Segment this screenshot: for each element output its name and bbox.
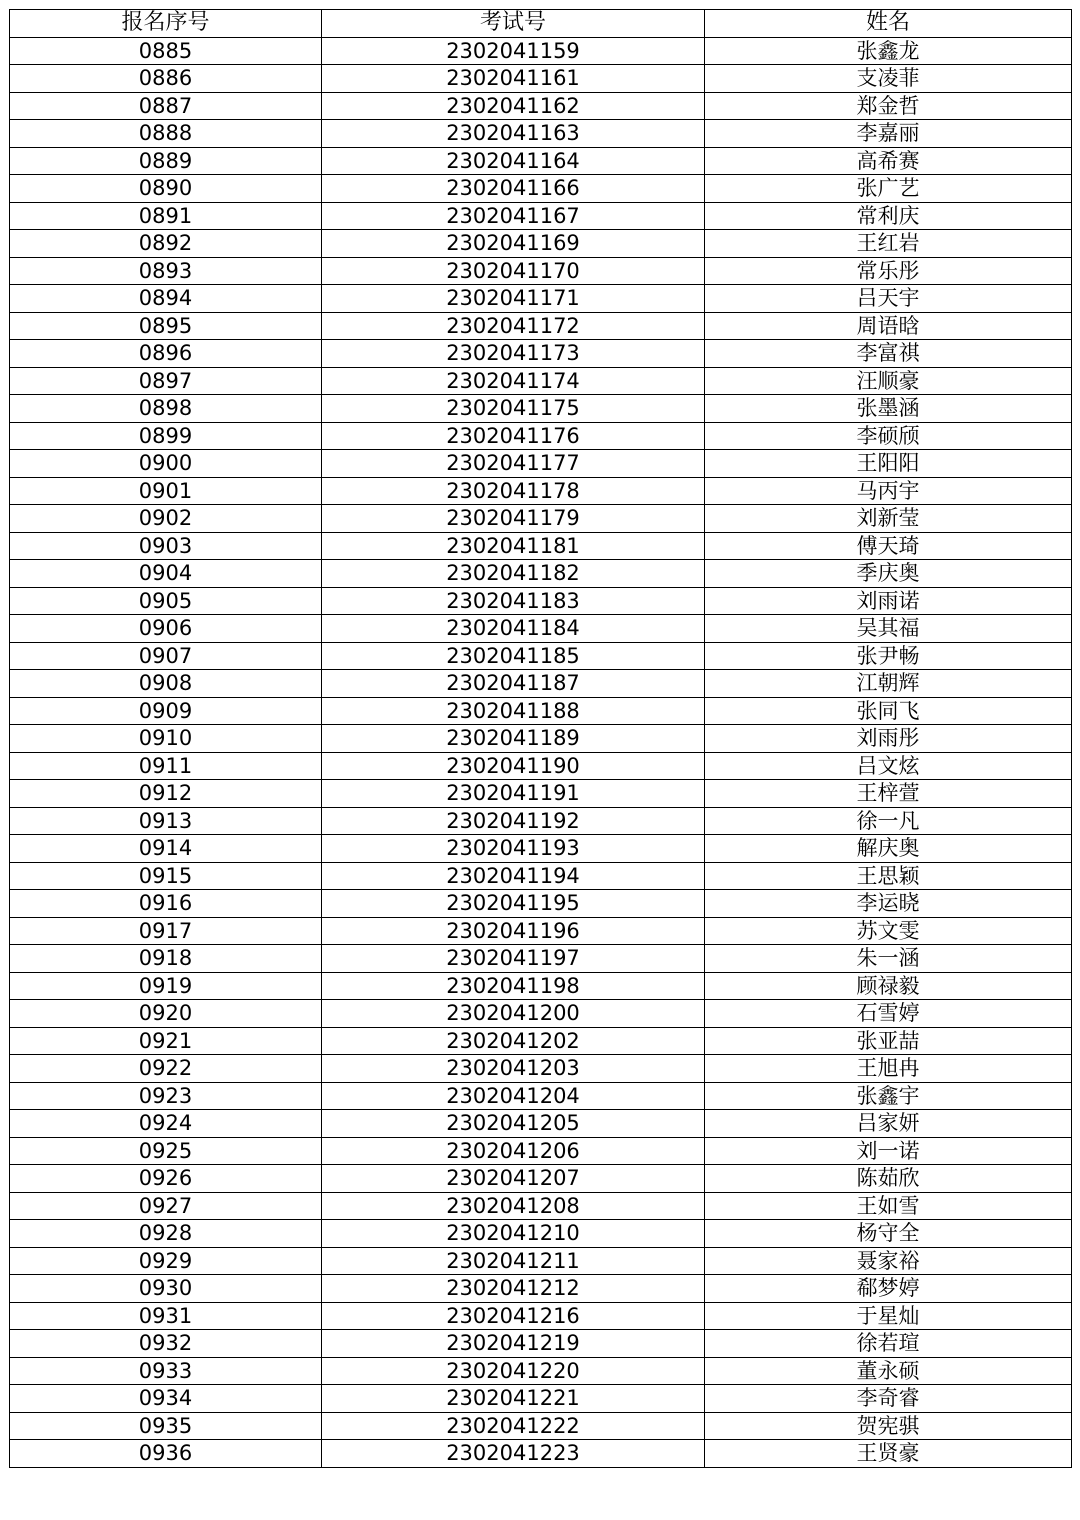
name-cell: 吕文炫: [705, 752, 1072, 780]
table-row: [10, 1082, 1072, 1110]
name-cell: 董永硕: [705, 1357, 1072, 1385]
table-row: [10, 1110, 1072, 1138]
table-row: [10, 230, 1072, 258]
table-row: [10, 37, 1072, 65]
name-cell: 王贤豪: [705, 1440, 1072, 1468]
name-cell: 张亚喆: [705, 1027, 1072, 1055]
table-row: [10, 1330, 1072, 1358]
table-row: [10, 1220, 1072, 1248]
exam-number-cell: 2302041219: [322, 1330, 705, 1358]
registration-number-cell: 0910: [10, 725, 322, 753]
table-row: [10, 120, 1072, 148]
name-cell: 王红岩: [705, 230, 1072, 258]
exam-number-cell: 2302041161: [322, 65, 705, 93]
name-cell: 张尹畅: [705, 642, 1072, 670]
registration-number-cell: 0900: [10, 450, 322, 478]
registration-number-cell: 0907: [10, 642, 322, 670]
name-cell: 王如雪: [705, 1192, 1072, 1220]
table-row: [10, 560, 1072, 588]
registration-number-cell: 0903: [10, 532, 322, 560]
name-cell: 苏文雯: [705, 917, 1072, 945]
exam-number-cell: 2302041190: [322, 752, 705, 780]
name-cell: 解庆奥: [705, 835, 1072, 863]
exam-number-cell: 2302041210: [322, 1220, 705, 1248]
table-row: [10, 1000, 1072, 1028]
registration-number-cell: 0911: [10, 752, 322, 780]
exam-number-cell: 2302041205: [322, 1110, 705, 1138]
name-cell: 马丙宇: [705, 477, 1072, 505]
exam-number-cell: 2302041179: [322, 505, 705, 533]
name-cell: 陈茹欣: [705, 1165, 1072, 1193]
registration-number-cell: 0927: [10, 1192, 322, 1220]
registration-number-cell: 0902: [10, 505, 322, 533]
registration-number-cell: 0932: [10, 1330, 322, 1358]
name-cell: 支凌菲: [705, 65, 1072, 93]
exam-number-cell: 2302041195: [322, 890, 705, 918]
exam-number-cell: 2302041183: [322, 587, 705, 615]
header-registration-number: 报名序号: [10, 10, 322, 38]
name-cell: 高希赛: [705, 147, 1072, 175]
registration-number-cell: 0921: [10, 1027, 322, 1055]
registration-number-cell: 0934: [10, 1385, 322, 1413]
registration-number-cell: 0887: [10, 92, 322, 120]
exam-number-cell: 2302041163: [322, 120, 705, 148]
registration-number-cell: 0929: [10, 1247, 322, 1275]
table-row: [10, 697, 1072, 725]
name-cell: 张鑫宇: [705, 1082, 1072, 1110]
table-row: [10, 752, 1072, 780]
roster-table: [9, 9, 1072, 1468]
name-cell: 周语晗: [705, 312, 1072, 340]
exam-number-cell: 2302041222: [322, 1412, 705, 1440]
exam-number-cell: 2302041212: [322, 1275, 705, 1303]
table-row: [10, 1440, 1072, 1468]
exam-number-cell: 2302041206: [322, 1137, 705, 1165]
name-cell: 石雪婷: [705, 1000, 1072, 1028]
name-cell: 郑金哲: [705, 92, 1072, 120]
table-row: [10, 312, 1072, 340]
table-row: [10, 65, 1072, 93]
table-row: [10, 1357, 1072, 1385]
name-cell: 郗梦婷: [705, 1275, 1072, 1303]
exam-number-cell: 2302041170: [322, 257, 705, 285]
name-cell: 杨守全: [705, 1220, 1072, 1248]
exam-number-cell: 2302041184: [322, 615, 705, 643]
name-cell: 王阳阳: [705, 450, 1072, 478]
name-cell: 王旭冉: [705, 1055, 1072, 1083]
exam-number-cell: 2302041159: [322, 37, 705, 65]
registration-number-cell: 0924: [10, 1110, 322, 1138]
registration-number-cell: 0897: [10, 367, 322, 395]
exam-number-cell: 2302041182: [322, 560, 705, 588]
table-row: [10, 1055, 1072, 1083]
name-cell: 王梓萱: [705, 780, 1072, 808]
name-cell: 刘一诺: [705, 1137, 1072, 1165]
exam-number-cell: 2302041207: [322, 1165, 705, 1193]
registration-number-cell: 0928: [10, 1220, 322, 1248]
registration-number-cell: 0889: [10, 147, 322, 175]
name-cell: 张鑫龙: [705, 37, 1072, 65]
name-cell: 汪顺豪: [705, 367, 1072, 395]
registration-number-cell: 0917: [10, 917, 322, 945]
table-row: [10, 615, 1072, 643]
exam-number-cell: 2302041189: [322, 725, 705, 753]
registration-number-cell: 0906: [10, 615, 322, 643]
exam-number-cell: 2302041172: [322, 312, 705, 340]
exam-number-cell: 2302041174: [322, 367, 705, 395]
registration-number-cell: 0923: [10, 1082, 322, 1110]
exam-number-cell: 2302041185: [322, 642, 705, 670]
exam-number-cell: 2302041211: [322, 1247, 705, 1275]
header-name: 姓名: [705, 10, 1072, 38]
table-row: [10, 340, 1072, 368]
name-cell: 张广艺: [705, 175, 1072, 203]
exam-number-cell: 2302041192: [322, 807, 705, 835]
registration-number-cell: 0892: [10, 230, 322, 258]
table-row: [10, 1247, 1072, 1275]
registration-number-cell: 0913: [10, 807, 322, 835]
registration-number-cell: 0901: [10, 477, 322, 505]
name-cell: 贺宪骐: [705, 1412, 1072, 1440]
name-cell: 吕天宇: [705, 285, 1072, 313]
registration-number-cell: 0891: [10, 202, 322, 230]
table-row: [10, 945, 1072, 973]
table-row: [10, 670, 1072, 698]
name-cell: 于星灿: [705, 1302, 1072, 1330]
name-cell: 聂家裕: [705, 1247, 1072, 1275]
registration-number-cell: 0915: [10, 862, 322, 890]
name-cell: 朱一涵: [705, 945, 1072, 973]
table-row: [10, 807, 1072, 835]
registration-number-cell: 0890: [10, 175, 322, 203]
registration-number-cell: 0919: [10, 972, 322, 1000]
name-cell: 刘雨彤: [705, 725, 1072, 753]
name-cell: 刘雨诺: [705, 587, 1072, 615]
exam-number-cell: 2302041216: [322, 1302, 705, 1330]
name-cell: 李富祺: [705, 340, 1072, 368]
table-body: [10, 37, 1072, 1467]
registration-number-cell: 0914: [10, 835, 322, 863]
name-cell: 吴其福: [705, 615, 1072, 643]
exam-number-cell: 2302041221: [322, 1385, 705, 1413]
table-row: [10, 835, 1072, 863]
table-row: [10, 725, 1072, 753]
table-row: [10, 1275, 1072, 1303]
registration-number-cell: 0925: [10, 1137, 322, 1165]
exam-number-cell: 2302041166: [322, 175, 705, 203]
exam-number-cell: 2302041162: [322, 92, 705, 120]
name-cell: 顾禄毅: [705, 972, 1072, 1000]
exam-number-cell: 2302041197: [322, 945, 705, 973]
name-cell: 刘新莹: [705, 505, 1072, 533]
registration-number-cell: 0898: [10, 395, 322, 423]
registration-number-cell: 0905: [10, 587, 322, 615]
registration-number-cell: 0926: [10, 1165, 322, 1193]
table-row: [10, 1385, 1072, 1413]
exam-number-cell: 2302041169: [322, 230, 705, 258]
name-cell: 李运晓: [705, 890, 1072, 918]
name-cell: 吕家妍: [705, 1110, 1072, 1138]
exam-number-cell: 2302041175: [322, 395, 705, 423]
header-row: [10, 10, 1072, 38]
registration-number-cell: 0904: [10, 560, 322, 588]
registration-number-cell: 0922: [10, 1055, 322, 1083]
exam-number-cell: 2302041193: [322, 835, 705, 863]
exam-number-cell: 2302041164: [322, 147, 705, 175]
registration-number-cell: 0918: [10, 945, 322, 973]
name-cell: 傅天琦: [705, 532, 1072, 560]
exam-number-cell: 2302041176: [322, 422, 705, 450]
table-row: [10, 422, 1072, 450]
name-cell: 李硕颀: [705, 422, 1072, 450]
table-row: [10, 202, 1072, 230]
table-row: [10, 285, 1072, 313]
table-row: [10, 1137, 1072, 1165]
name-cell: 徐若瑄: [705, 1330, 1072, 1358]
exam-number-cell: 2302041171: [322, 285, 705, 313]
exam-number-cell: 2302041200: [322, 1000, 705, 1028]
exam-number-cell: 2302041194: [322, 862, 705, 890]
table-row: [10, 642, 1072, 670]
exam-number-cell: 2302041177: [322, 450, 705, 478]
registration-number-cell: 0896: [10, 340, 322, 368]
table-row: [10, 450, 1072, 478]
name-cell: 张墨涵: [705, 395, 1072, 423]
registration-number-cell: 0893: [10, 257, 322, 285]
table-row: [10, 890, 1072, 918]
name-cell: 常利庆: [705, 202, 1072, 230]
registration-number-cell: 0886: [10, 65, 322, 93]
name-cell: 王思颖: [705, 862, 1072, 890]
registration-number-cell: 0931: [10, 1302, 322, 1330]
exam-number-cell: 2302041181: [322, 532, 705, 560]
exam-number-cell: 2302041220: [322, 1357, 705, 1385]
header-exam-number: 考试号: [322, 10, 705, 38]
table-row: [10, 367, 1072, 395]
registration-number-cell: 0912: [10, 780, 322, 808]
exam-number-cell: 2302041187: [322, 670, 705, 698]
table-row: [10, 587, 1072, 615]
exam-number-cell: 2302041202: [322, 1027, 705, 1055]
exam-number-cell: 2302041223: [322, 1440, 705, 1468]
table-row: [10, 532, 1072, 560]
name-cell: 徐一凡: [705, 807, 1072, 835]
registration-number-cell: 0920: [10, 1000, 322, 1028]
table-row: [10, 1165, 1072, 1193]
table-row: [10, 175, 1072, 203]
table-row: [10, 780, 1072, 808]
registration-number-cell: 0933: [10, 1357, 322, 1385]
table-row: [10, 1027, 1072, 1055]
registration-number-cell: 0888: [10, 120, 322, 148]
name-cell: 李奇睿: [705, 1385, 1072, 1413]
name-cell: 常乐彤: [705, 257, 1072, 285]
name-cell: 江朝辉: [705, 670, 1072, 698]
registration-number-cell: 0916: [10, 890, 322, 918]
registration-number-cell: 0935: [10, 1412, 322, 1440]
registration-number-cell: 0936: [10, 1440, 322, 1468]
table-row: [10, 395, 1072, 423]
table-row: [10, 862, 1072, 890]
exam-number-cell: 2302041173: [322, 340, 705, 368]
exam-number-cell: 2302041204: [322, 1082, 705, 1110]
registration-number-cell: 0930: [10, 1275, 322, 1303]
table-row: [10, 972, 1072, 1000]
table-row: [10, 917, 1072, 945]
registration-number-cell: 0895: [10, 312, 322, 340]
exam-number-cell: 2302041167: [322, 202, 705, 230]
exam-number-cell: 2302041203: [322, 1055, 705, 1083]
table-row: [10, 257, 1072, 285]
registration-number-cell: 0908: [10, 670, 322, 698]
name-cell: 李嘉丽: [705, 120, 1072, 148]
table-row: [10, 1302, 1072, 1330]
table-row: [10, 92, 1072, 120]
exam-number-cell: 2302041196: [322, 917, 705, 945]
exam-number-cell: 2302041191: [322, 780, 705, 808]
table-row: [10, 1192, 1072, 1220]
registration-number-cell: 0909: [10, 697, 322, 725]
exam-number-cell: 2302041208: [322, 1192, 705, 1220]
registration-number-cell: 0894: [10, 285, 322, 313]
table-row: [10, 505, 1072, 533]
exam-number-cell: 2302041188: [322, 697, 705, 725]
registration-number-cell: 0899: [10, 422, 322, 450]
table-row: [10, 147, 1072, 175]
exam-number-cell: 2302041198: [322, 972, 705, 1000]
registration-number-cell: 0885: [10, 37, 322, 65]
exam-number-cell: 2302041178: [322, 477, 705, 505]
name-cell: 张同飞: [705, 697, 1072, 725]
table-row: [10, 477, 1072, 505]
name-cell: 季庆奥: [705, 560, 1072, 588]
table-row: [10, 1412, 1072, 1440]
